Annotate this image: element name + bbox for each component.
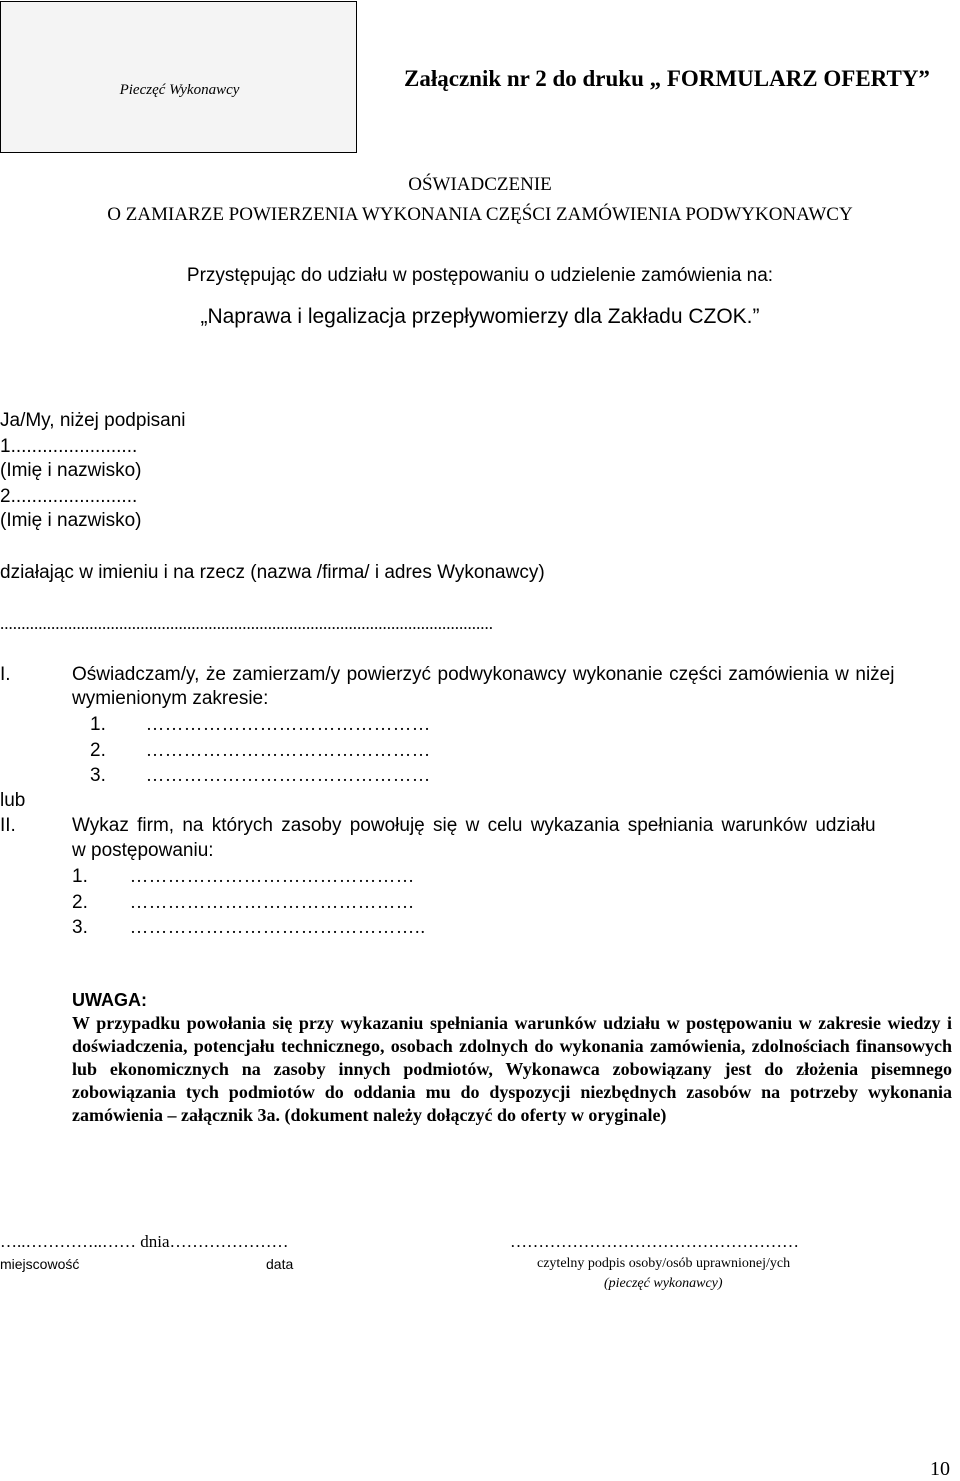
section-2-item-3-num: 3. xyxy=(72,917,88,938)
section-2-text-cont: w postępowaniu: xyxy=(72,840,214,861)
document-subtitle: O ZAMIARZE POWIERZENIA WYKONANIA CZĘŚCI ZAMÓWIENIA PODWYKONAWCY xyxy=(107,204,853,225)
section-2-text: Wykaz firm, na których zasoby powołuję się w celu wykazania spełniania warunków udziału xyxy=(72,815,876,836)
section-1-item-2-num: 2. xyxy=(90,740,106,761)
warning-body: W przypadku powołania się przy wykazaniu spełniania warunków udziału w postępowaniu w zakresie wiedzy i doświadczenia, potencjału technicznego, osobach zdolnych do wykonania zamówienia, zdolnościach finansowych lub ekonomicznych na zasoby innych podmiotów, Wykonawca zobowiązany jest do złożenia pisemnego zobowiązania tych podmiotów do oddania mu do dyspozycji niezbędnych zasobów na potrzeby wykonania zamówienia – załącznik 3a. (dokument należy dołączyć do oferty w oryginale) xyxy=(72,1013,952,1125)
place-label: miejscowość xyxy=(0,1256,80,1272)
section-1-text-cont: wymienionym zakresie: xyxy=(72,688,269,709)
date-label: data xyxy=(266,1256,294,1272)
signature-label: czytelny podpis osoby/osób uprawnionej/ych xyxy=(537,1256,791,1271)
section-2-item-2-field[interactable]: ……………………………………… xyxy=(130,892,415,912)
contractor-stamp-box xyxy=(0,1,357,153)
place-date-field[interactable]: …..…………..…… dnia………………… xyxy=(0,1232,289,1251)
contractor-name-field[interactable]: .................................................................................................................... xyxy=(0,614,493,633)
section-1-item-1-num: 1. xyxy=(90,714,106,735)
stamp-note: (pieczęć wykonawcy) xyxy=(604,1276,723,1291)
intro-text: Przystępując do udziału w postępowaniu o udzielenie zamówienia na: xyxy=(186,265,774,286)
page-number: 10 xyxy=(930,1458,950,1480)
document-title: OŚWIADCZENIE xyxy=(408,174,552,195)
section-1-item-3-num: 3. xyxy=(90,765,106,786)
section-1-item-3-field[interactable]: ……………………………………… xyxy=(146,765,431,785)
section-2-item-2-num: 2. xyxy=(72,892,88,913)
signature-field[interactable]: …………………………………………… xyxy=(510,1232,799,1251)
signatory-2-caption: (Imię i nazwisko) xyxy=(0,510,142,531)
or-label: lub xyxy=(0,790,26,811)
signatories-label: Ja/My, niżej podpisani xyxy=(0,410,186,431)
procurement-subject: „Naprawa i legalizacja przepływomierzy dla Zakładu CZOK.” xyxy=(200,305,760,328)
section-2-item-1-field[interactable]: ……………………………………… xyxy=(130,866,415,886)
warning-heading: UWAGA: xyxy=(72,990,147,1010)
stamp-label: Pieczęć Wykonawcy xyxy=(119,82,240,98)
section-1-text: Oświadczam/y, że zamierzam/y powierzyć podwykonawcy wykonanie części zamówienia w niżej xyxy=(72,664,895,685)
section-1-numeral: I. xyxy=(0,664,11,685)
section-2-numeral: II. xyxy=(0,815,16,836)
annex-title: Załącznik nr 2 do druku „ FORMULARZ OFERTY” xyxy=(404,66,930,91)
section-1-item-2-field[interactable]: ……………………………………… xyxy=(146,740,431,760)
acting-on-behalf-text: działając w imieniu i na rzecz (nazwa /firma/ i adres Wykonawcy) xyxy=(0,562,545,583)
section-2-item-1-num: 1. xyxy=(72,866,88,887)
section-2-item-3-field[interactable]: ……………………………………….. xyxy=(130,917,426,937)
signatory-1-field[interactable]: 1........................ xyxy=(0,436,138,457)
signatory-2-field[interactable]: 2........................ xyxy=(0,486,138,507)
section-1-item-1-field[interactable]: ……………………………………… xyxy=(146,714,431,734)
signatory-1-caption: (Imię i nazwisko) xyxy=(0,460,142,481)
